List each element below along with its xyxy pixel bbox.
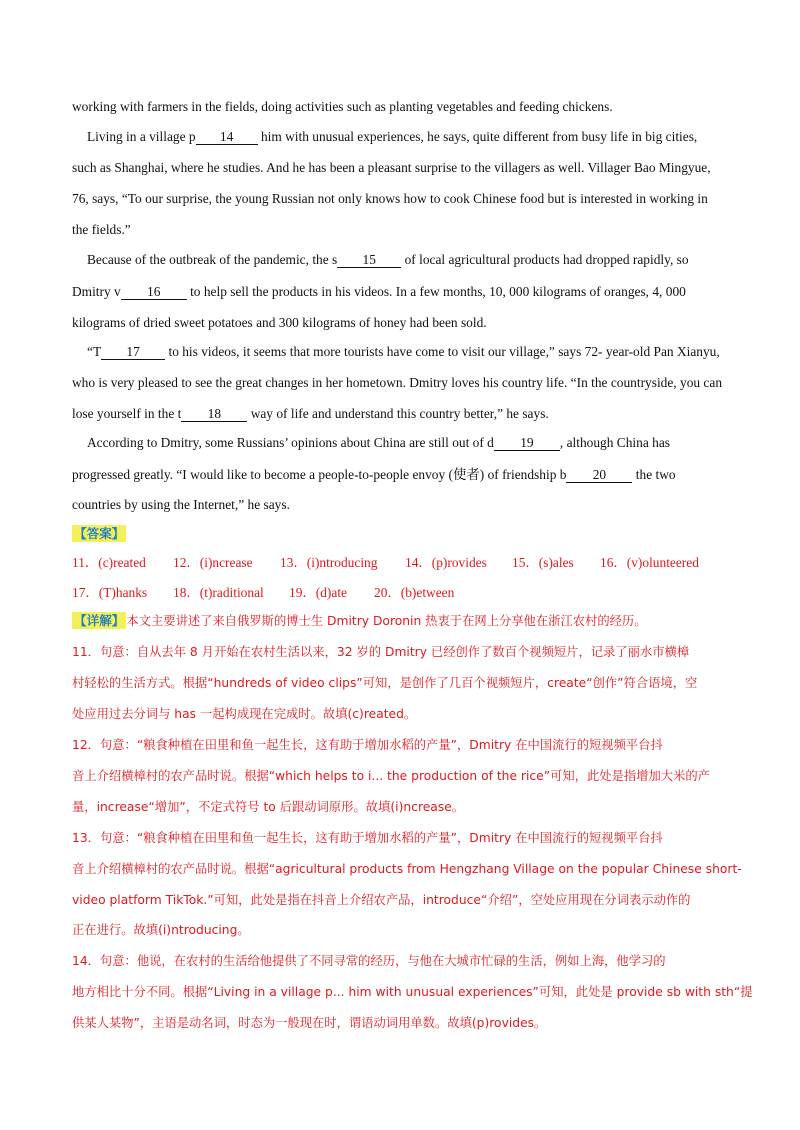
answer-item: 13．(i)ntroducing xyxy=(280,555,378,570)
explanation-line: 13．句意：“粮食种植在田里和鱼一起生长，这有助于增加水稻的产量”，Dmitry 在中国流行的短视频平台抖 xyxy=(72,831,663,845)
blank-17: 17 xyxy=(101,344,165,360)
blank-18: 18 xyxy=(181,406,247,422)
answer-item: 16．(v)olunteered xyxy=(600,555,699,570)
explanation-line: video platform TikTok.”可知，此处是指在抖音上介绍农产品，introduce“介绍”，空处应用现在分词表示动作的 xyxy=(72,893,691,907)
passage-line: “T 17 to his videos, it seems that more tourists have come to visit our village,” says 72- year-old Pan Xianyu, xyxy=(87,344,720,359)
answer-item: 19．(d)ate xyxy=(289,585,348,600)
answer-item: 14．(p)rovides xyxy=(405,555,487,570)
explanation-line: 地方相比十分不同。根据“Living in a village p... him with unusual experiences”可知，此处是 provide sb with sth“提 xyxy=(72,985,753,999)
passage-line: the fields.” xyxy=(72,222,131,237)
passage-line: 76, says, “To our surprise, the young Russian not only knows how to cook Chinese food but is interested in working in xyxy=(72,191,708,206)
passage-line: working with farmers in the fields, doing activities such as planting vegetables and feeding chickens. xyxy=(72,99,613,114)
passage-line: countries by using the Internet,” he says. xyxy=(72,497,290,512)
explanation-line: 音上介绍横樟村的农产品时说。根据“which helps to i... the production of the rice”可知，此处是指增加大米的产 xyxy=(72,769,710,783)
explanation-line: 处应用过去分词与 has 一起构成现在完成时。故填(c)reated。 xyxy=(72,707,417,721)
explanation-line: 12．句意：“粮食种植在田里和鱼一起生长，这有助于增加水稻的产量”，Dmitry 在中国流行的短视频平台抖 xyxy=(72,738,663,752)
passage-line: kilograms of dried sweet potatoes and 300 kilograms of honey had been sold. xyxy=(72,315,487,330)
answer-item: 20．(b)etween xyxy=(374,585,455,600)
passage-line: Dmitry v 16 to help sell the products in his videos. In a few months, 10, 000 kilograms of oranges, 4, 000 xyxy=(72,284,686,299)
answer-tag: 【答案】 xyxy=(74,526,125,541)
blank-20: 20 xyxy=(566,467,632,483)
answer-item: 15．(s)ales xyxy=(512,555,574,570)
explanation-line: 音上介绍横樟村的农产品时说。根据“agricultural products from Hengzhang Village on the popular Chinese short- xyxy=(72,862,742,876)
answers-row xyxy=(72,553,740,573)
passage-line: who is very pleased to see the great changes in her hometown. Dmitry loves his country life. “In the countryside, you can xyxy=(72,375,723,390)
explanation-line: 村轻松的生活方式。根据“hundreds of video clips”可知，是创作了几百个视频短片，create“创作”符合语境，空 xyxy=(72,676,698,690)
answer-heading xyxy=(72,524,740,544)
passage-line: Living in a village p 14 him with unusual experiences, he says, quite different from busy life in big cities, xyxy=(87,129,698,144)
explanation-line: 供某人某物”，主语是动名词，时态为一般现在时，谓语动词用单数。故填(p)rovides。 xyxy=(72,1016,547,1030)
detail-summary: 本文主要讲述了来自俄罗斯的博士生 Dmitry Doronin 热衷于在网上分享他在浙江农村的经历。 xyxy=(126,614,647,628)
passage-line: lose yourself in the t 18 way of life and understand this country better,” he says. xyxy=(72,406,549,421)
detail-tag: 【详解】 xyxy=(74,613,125,628)
answer-item: 18．(t)raditional xyxy=(173,585,264,600)
detail-summary-line xyxy=(72,611,740,631)
answers-row xyxy=(72,583,740,603)
blank-19: 19 xyxy=(494,435,560,451)
explanation-line: 11．句意：自从去年 8 月开始在农村生活以来，32 岁的 Dmitry 已经创作了数百个视频短片，记录了丽水市横樟 xyxy=(72,645,690,659)
answer-item: 17．(T)hanks xyxy=(72,585,148,600)
answer-item: 11．(c)reated xyxy=(72,555,146,570)
passage-line: Because of the outbreak of the pandemic, the s 15 of local agricultural products had dropped rapidly, so xyxy=(87,252,689,267)
passage-line: progressed greatly. “I would like to become a people-to-people envoy (使者) of friendship b 20 the two xyxy=(72,467,676,482)
blank-15: 15 xyxy=(337,252,401,268)
passage-line: such as Shanghai, where he studies. And he has been a pleasant surprise to the villagers as well. Villager Bao Mingyue, xyxy=(72,160,711,175)
explanation-line: 正在进行。故填(i)ntroducing。 xyxy=(72,923,250,937)
answer-item: 12．(i)ncrease xyxy=(173,555,253,570)
passage-line: According to Dmitry, some Russians’ opinions about China are still out of d 19 , although China has xyxy=(87,435,670,450)
blank-14: 14 xyxy=(196,129,258,145)
blank-16: 16 xyxy=(121,284,187,300)
explanation-line: 量，increase“增加”，不定式符号 to 后跟动词原形。故填(i)ncrease。 xyxy=(72,800,465,814)
explanation-line: 14．句意：他说，在农村的生活给他提供了不同寻常的经历，与他在大城市忙碌的生活，例如上海，他学习的 xyxy=(72,954,666,968)
